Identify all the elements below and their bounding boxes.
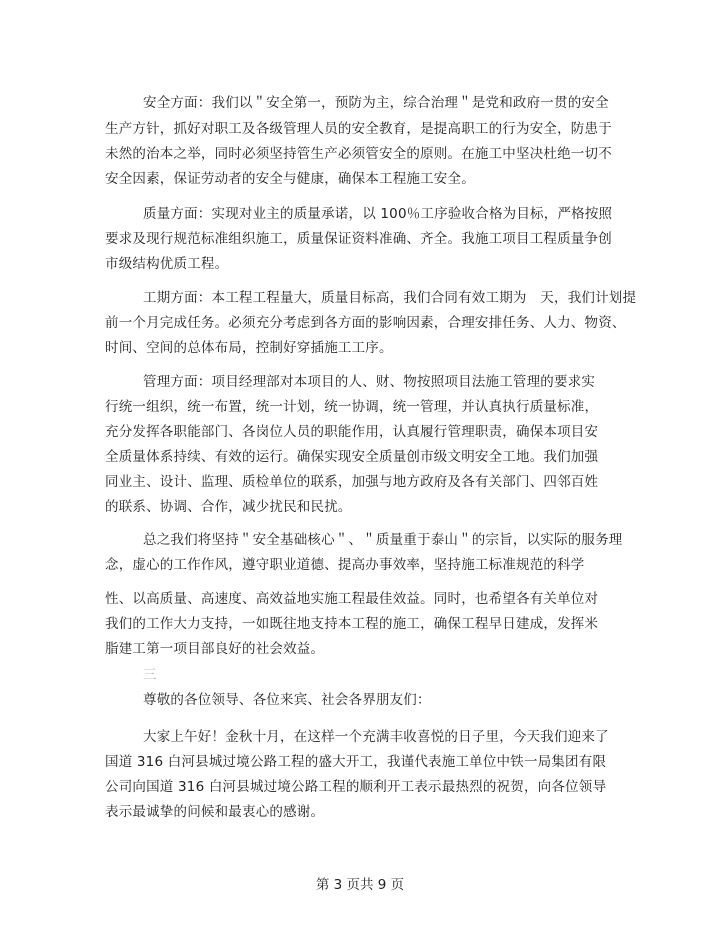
- management-line-4: 全质量体系持续、有效的运行。确保实现安全质量创市级文明安全工地。我们加强: [105, 449, 599, 465]
- quality-line-2: 要求及现行规范标准组织施工，质量保证资料准确、齐全。我施工项目工程质量争创: [105, 231, 612, 247]
- quality-line-1: 质量方面：实现对业主的质量承诺，以 100％工序验收合格为目标，严格按照: [143, 206, 613, 222]
- safety-line-4: 安全因素，保证劳动者的安全与健康，确保本工程施工安全。: [105, 171, 475, 187]
- management-line-5: 同业主、设计、监理、质检单位的联系，加强与地方政府及各有关部门、四邻百姓: [105, 474, 599, 490]
- greeting-line-4: 表示最诚挚的问候和最衷心的感谢。: [105, 804, 325, 820]
- safety-line-1: 安全方面：我们以＂安全第一，预防为主，综合治理＂是党和政府一贯的安全: [143, 95, 609, 111]
- salutation-line: 尊敬的各位领导、各位来宾、社会各界朋友们：: [143, 692, 431, 708]
- summary-line-2: 念，虚心的工作作风，遵守职业道德、提高办事效率，坚持施工标准规范的科学: [105, 557, 585, 573]
- section-number: 三: [143, 667, 157, 683]
- page-number-footer: 第 3 页共 9 页: [315, 877, 405, 893]
- schedule-line-1: 工期方面：本工程工程量大，质量目标高，我们合同有效工期为 天，我们计划提: [143, 290, 637, 306]
- management-line-2: 行统一组织，统一布置，统一计划，统一协调，统一管理，并认真执行质量标准，: [105, 399, 599, 415]
- safety-line-3: 未然的治本之举，同时必须坚持管生产必须管安全的原则。在施工中坚决杜绝一切不: [105, 146, 612, 162]
- management-line-6: 的联系、协调、合作，减少扰民和民扰。: [105, 499, 352, 515]
- management-line-1: 管理方面：项目经理部对本项目的人、财、物按照项目法施工管理的要求实: [143, 374, 596, 390]
- quality-line-3: 市级结构优质工程。: [105, 256, 229, 272]
- safety-line-2: 生产方针，抓好对职工及各级管理人员的安全教育，是提高职工的行为安全，防患于: [105, 121, 612, 137]
- greeting-line-1: 大家上午好！金秋十月，在这样一个充满丰收喜悦的日子里，今天我们迎来了: [143, 729, 609, 745]
- summary-line-1: 总之我们将坚持＂安全基础核心＂、＂质量重于泰山＂的宗旨，以实际的服务理: [143, 532, 623, 548]
- schedule-line-3: 时间、空间的总体布局，控制好穿插施工工序。: [105, 340, 393, 356]
- schedule-line-2: 前一个月完成任务。必须充分考虑到各方面的影响因素，合理安排任务、人力、物资、: [105, 315, 626, 331]
- greeting-line-2: 国道 316 白河县城过境公路工程的盛大开工，我谨代表施工单位中铁一局集团有限: [105, 754, 607, 770]
- summary-line-5: 脂建工第一项目部良好的社会效益。: [105, 641, 325, 657]
- management-line-3: 充分发挥各职能部门、各岗位人员的职能作用，认真履行管理职责，确保本项目安: [105, 424, 599, 440]
- greeting-line-3: 公司向国道 316 白河县城过境公路工程的顺利开工表示最热烈的祝贺，向各位领导: [105, 779, 607, 795]
- summary-line-4: 我们的工作大力支持，一如既往地支持本工程的施工，确保工程早日建成，发挥米: [105, 616, 599, 632]
- summary-line-3: 性、以高质量、高速度、高效益地实施工程最佳效益。同时，也希望各有关单位对: [105, 591, 599, 607]
